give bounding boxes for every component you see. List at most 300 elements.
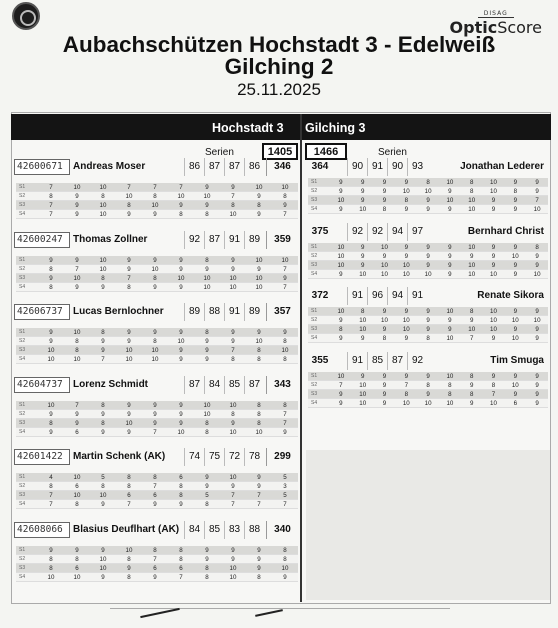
- series-score: 72: [224, 448, 244, 466]
- shot-value: 8: [504, 187, 526, 196]
- series-score: 91: [407, 287, 427, 305]
- series-score: 94: [387, 287, 407, 305]
- shot-value: 10: [374, 243, 396, 252]
- shooter-header: [12, 158, 300, 176]
- home-shooter-block: [12, 158, 300, 230]
- shot-value: 7: [38, 500, 64, 509]
- shot-value: 10: [246, 337, 272, 346]
- shot-value: 9: [395, 252, 417, 261]
- shot-value: 9: [417, 261, 439, 270]
- shooter-total: 359: [266, 231, 298, 249]
- shot-value: 8: [194, 256, 220, 265]
- shot-value: 8: [194, 573, 220, 582]
- shot-value: 9: [439, 252, 461, 261]
- shot-value: 8: [168, 482, 194, 491]
- shooter-name: Tim Smuga: [490, 354, 544, 366]
- home-shooter-block: [12, 231, 300, 303]
- shot-value: 9: [439, 187, 461, 196]
- shot-grid: [16, 401, 298, 437]
- home-shooter-block: [12, 521, 300, 593]
- shot-value: 9: [142, 210, 168, 219]
- series-score: 94: [387, 223, 407, 241]
- shot-value: 9: [38, 410, 64, 419]
- shot-value: 7: [116, 274, 142, 283]
- shot-value: 8: [246, 419, 272, 428]
- shooter-total: 299: [266, 448, 298, 466]
- shot-value: 10: [194, 283, 220, 292]
- series-label: S3: [308, 196, 330, 205]
- shot-value: 9: [90, 410, 116, 419]
- shot-value: 8: [90, 328, 116, 337]
- shot-value: 10: [526, 270, 548, 279]
- shooter-name: Renate Sikora: [477, 290, 544, 301]
- series-score: 87: [387, 352, 407, 370]
- shot-value: 9: [246, 265, 272, 274]
- shot-value: 10: [526, 316, 548, 325]
- shooter-id: 42601422: [14, 449, 70, 465]
- shot-value: 9: [246, 555, 272, 564]
- shot-value: 10: [194, 274, 220, 283]
- shot-value: 8: [374, 205, 396, 214]
- shot-value: 8: [272, 192, 298, 201]
- brand-name: OpticScore: [449, 18, 542, 37]
- shooter-total: 355: [311, 354, 329, 366]
- series-scores: [184, 231, 264, 249]
- shot-value: 9: [483, 334, 505, 343]
- shot-value: 9: [526, 325, 548, 334]
- shot-value: 10: [330, 243, 352, 252]
- shot-value: 7: [142, 482, 168, 491]
- shot-value: 10: [64, 491, 90, 500]
- series-label: S2: [308, 316, 330, 325]
- series-score: 87: [204, 231, 224, 249]
- shooter-header: [305, 158, 550, 176]
- shot-value: 9: [194, 482, 220, 491]
- shot-value: 10: [90, 256, 116, 265]
- shot-value: 10: [220, 573, 246, 582]
- series-scores: [347, 352, 427, 370]
- shot-value: 10: [439, 178, 461, 187]
- shot-value: 9: [168, 328, 194, 337]
- series-score: 90: [387, 158, 407, 176]
- shot-value: 8: [142, 473, 168, 482]
- shot-value: 10: [90, 201, 116, 210]
- shot-value: 9: [461, 316, 483, 325]
- shot-value: 6: [64, 564, 90, 573]
- shot-value: 8: [194, 564, 220, 573]
- shot-value: 10: [330, 307, 352, 316]
- shot-value: 10: [461, 270, 483, 279]
- shot-value: 9: [168, 201, 194, 210]
- shot-value: 9: [116, 410, 142, 419]
- shot-value: 8: [272, 337, 298, 346]
- shot-grid: [308, 372, 548, 408]
- series-score: 85: [204, 521, 224, 539]
- shot-value: 9: [90, 346, 116, 355]
- shot-value: 8: [116, 555, 142, 564]
- shot-value: 10: [352, 270, 374, 279]
- series-label: S2: [16, 337, 38, 346]
- shot-value: 10: [90, 265, 116, 274]
- shot-grid: [16, 546, 298, 582]
- shot-value: 9: [504, 205, 526, 214]
- series-score: 96: [367, 287, 387, 305]
- shot-value: 10: [461, 325, 483, 334]
- shot-value: 10: [246, 274, 272, 283]
- shot-grid: [16, 328, 298, 364]
- shot-value: 7: [64, 401, 90, 410]
- shot-value: 10: [374, 316, 396, 325]
- shot-value: 10: [90, 183, 116, 192]
- shot-value: 9: [483, 252, 505, 261]
- series-score: 91: [224, 231, 244, 249]
- shooter-header: [12, 521, 300, 539]
- shot-grid: [16, 256, 298, 292]
- shot-value: 8: [142, 546, 168, 555]
- shot-value: 9: [246, 192, 272, 201]
- shot-value: 9: [38, 337, 64, 346]
- shot-value: 9: [330, 316, 352, 325]
- shot-value: 9: [439, 325, 461, 334]
- series-scores: [347, 158, 427, 176]
- shot-value: 9: [38, 428, 64, 437]
- shot-value: 9: [417, 252, 439, 261]
- shot-value: 9: [38, 546, 64, 555]
- shot-value: 9: [352, 261, 374, 270]
- shot-value: 10: [90, 555, 116, 564]
- shot-value: 8: [461, 307, 483, 316]
- shot-value: 10: [220, 428, 246, 437]
- shot-value: 8: [272, 546, 298, 555]
- shot-value: 7: [395, 381, 417, 390]
- shot-value: 9: [90, 500, 116, 509]
- series-score: 91: [224, 303, 244, 321]
- shot-value: 9: [417, 205, 439, 214]
- shot-value: 10: [142, 346, 168, 355]
- shot-value: 9: [90, 428, 116, 437]
- shooter-total: 364: [311, 161, 329, 172]
- shot-value: 10: [194, 192, 220, 201]
- shot-value: 9: [272, 573, 298, 582]
- shot-value: 8: [38, 482, 64, 491]
- empty-area: [306, 450, 550, 600]
- shot-value: 8: [272, 555, 298, 564]
- shooter-name: Thomas Zollner: [73, 233, 148, 245]
- shot-value: 10: [483, 316, 505, 325]
- shot-value: 9: [374, 307, 396, 316]
- series-label: S3: [16, 201, 38, 210]
- series-label: S1: [16, 183, 38, 192]
- shot-value: 8: [220, 201, 246, 210]
- series-label: S4: [16, 283, 38, 292]
- shot-value: 8: [417, 178, 439, 187]
- series-label: S3: [16, 564, 38, 573]
- shot-value: 6: [116, 491, 142, 500]
- series-score: 87: [184, 376, 204, 394]
- shot-value: 9: [168, 283, 194, 292]
- shot-value: 9: [504, 261, 526, 270]
- shot-value: 9: [504, 243, 526, 252]
- shot-value: 7: [168, 183, 194, 192]
- shooter-id: 42608066: [14, 522, 70, 538]
- shot-value: 7: [272, 283, 298, 292]
- shot-value: 8: [246, 346, 272, 355]
- shot-value: 8: [90, 482, 116, 491]
- away-serien-label: Serien: [378, 147, 407, 158]
- shot-grid: [308, 307, 548, 343]
- shot-value: 10: [439, 307, 461, 316]
- shot-value: 9: [352, 187, 374, 196]
- shot-value: 10: [461, 196, 483, 205]
- shooter-header: [305, 223, 550, 241]
- shot-value: 10: [352, 399, 374, 408]
- shot-value: 9: [116, 428, 142, 437]
- series-label: S3: [16, 346, 38, 355]
- series-scores: [347, 223, 427, 241]
- shot-value: 7: [220, 346, 246, 355]
- shooter-header: [305, 352, 550, 370]
- series-score: 83: [224, 521, 244, 539]
- shooter-id: 42600247: [14, 232, 70, 248]
- shooter-name: Martin Schenk (AK): [73, 451, 166, 462]
- shot-value: 8: [38, 555, 64, 564]
- shooter-header: [12, 303, 300, 321]
- shot-value: 10: [395, 261, 417, 270]
- shot-value: 9: [330, 390, 352, 399]
- shot-value: 9: [352, 178, 374, 187]
- shot-value: 8: [90, 401, 116, 410]
- shot-value: 7: [142, 555, 168, 564]
- shot-value: 6: [142, 564, 168, 573]
- shot-value: 9: [483, 243, 505, 252]
- series-label: S1: [16, 546, 38, 555]
- shot-value: 10: [64, 355, 90, 364]
- shot-value: 9: [246, 546, 272, 555]
- shot-value: 9: [90, 337, 116, 346]
- series-label: S4: [308, 399, 330, 408]
- shot-value: 9: [352, 334, 374, 343]
- shooter-name: Lorenz Schmidt: [73, 378, 149, 390]
- shot-value: 9: [526, 399, 548, 408]
- home-shooter-block: [12, 376, 300, 448]
- series-label: S1: [16, 473, 38, 482]
- shot-value: 9: [374, 196, 396, 205]
- shot-value: 8: [64, 500, 90, 509]
- shot-value: 10: [417, 187, 439, 196]
- shot-value: 9: [374, 390, 396, 399]
- away-team-total: 1466: [305, 143, 347, 160]
- shot-value: 7: [116, 183, 142, 192]
- shot-value: 7: [38, 491, 64, 500]
- shot-value: 8: [142, 337, 168, 346]
- shot-value: 9: [272, 274, 298, 283]
- shot-value: 9: [194, 265, 220, 274]
- shot-value: 10: [38, 573, 64, 582]
- shot-value: 10: [483, 178, 505, 187]
- series-label: S1: [16, 401, 38, 410]
- shot-value: 10: [116, 192, 142, 201]
- shot-value: 7: [142, 428, 168, 437]
- series-scores: [184, 303, 264, 321]
- shot-value: 9: [417, 196, 439, 205]
- shooter-name: Bernhard Christ: [467, 225, 544, 237]
- series-label: S1: [308, 243, 330, 252]
- shot-value: 9: [64, 283, 90, 292]
- shot-value: 8: [395, 390, 417, 399]
- shot-value: 10: [168, 192, 194, 201]
- shot-value: 9: [142, 410, 168, 419]
- series-score: 84: [204, 376, 224, 394]
- shot-value: 9: [374, 399, 396, 408]
- shot-value: 8: [417, 381, 439, 390]
- series-label: S3: [16, 491, 38, 500]
- series-scores: [184, 158, 264, 176]
- shot-value: 5: [272, 473, 298, 482]
- series-score: 92: [347, 223, 367, 241]
- shot-value: 7: [483, 390, 505, 399]
- shot-value: 10: [38, 346, 64, 355]
- shooter-id: 42600671: [14, 159, 70, 175]
- away-shooter-block: [305, 158, 550, 222]
- shot-value: 9: [116, 265, 142, 274]
- shot-value: 9: [526, 307, 548, 316]
- shot-value: 9: [417, 316, 439, 325]
- home-shooter-block: [12, 303, 300, 375]
- series-score: 91: [347, 287, 367, 305]
- shot-value: 9: [417, 243, 439, 252]
- away-shooter-block: [305, 352, 550, 416]
- series-score: 92: [407, 352, 427, 370]
- shot-value: 3: [272, 482, 298, 491]
- shot-value: 10: [246, 428, 272, 437]
- shot-value: 7: [168, 573, 194, 582]
- series-label: S3: [16, 274, 38, 283]
- shot-value: 8: [246, 573, 272, 582]
- shot-value: 9: [38, 256, 64, 265]
- series-label: S4: [16, 500, 38, 509]
- shot-value: 9: [374, 187, 396, 196]
- shot-value: 9: [395, 372, 417, 381]
- series-label: S1: [308, 372, 330, 381]
- shot-value: 9: [374, 252, 396, 261]
- shot-value: 8: [220, 410, 246, 419]
- shot-value: 7: [220, 500, 246, 509]
- shot-value: 7: [64, 265, 90, 274]
- shooter-name: Lucas Bernlochner: [73, 306, 164, 317]
- shot-value: 9: [330, 205, 352, 214]
- shot-value: 8: [116, 573, 142, 582]
- series-label: S4: [308, 334, 330, 343]
- shot-value: 10: [504, 334, 526, 343]
- shot-value: 10: [483, 187, 505, 196]
- shot-value: 10: [116, 346, 142, 355]
- shot-value: 9: [395, 178, 417, 187]
- shot-value: 10: [64, 573, 90, 582]
- shot-value: 9: [116, 564, 142, 573]
- shot-value: 10: [272, 346, 298, 355]
- shot-value: 9: [330, 334, 352, 343]
- shot-value: 9: [194, 337, 220, 346]
- shot-value: 8: [483, 381, 505, 390]
- shot-value: 10: [352, 325, 374, 334]
- home-serien-label: Serien: [205, 147, 234, 158]
- shot-value: 9: [168, 401, 194, 410]
- series-score: 86: [184, 158, 204, 176]
- shot-value: 8: [38, 192, 64, 201]
- shot-value: 9: [142, 328, 168, 337]
- shot-value: 9: [220, 546, 246, 555]
- shot-value: 9: [194, 346, 220, 355]
- shot-value: 10: [483, 307, 505, 316]
- shooter-total: 343: [266, 376, 298, 394]
- shot-value: 8: [272, 401, 298, 410]
- shot-value: 9: [395, 205, 417, 214]
- shot-value: 9: [142, 419, 168, 428]
- shot-value: 10: [220, 274, 246, 283]
- shot-value: 7: [38, 210, 64, 219]
- shot-value: 10: [330, 252, 352, 261]
- shot-value: 9: [526, 261, 548, 270]
- shot-value: 9: [116, 328, 142, 337]
- shot-grid: [16, 183, 298, 219]
- shooter-total: 340: [266, 521, 298, 539]
- shot-value: 9: [417, 390, 439, 399]
- shot-value: 9: [483, 196, 505, 205]
- shot-value: 8: [439, 390, 461, 399]
- shot-value: 10: [417, 399, 439, 408]
- shot-value: 9: [194, 355, 220, 364]
- series-label: S3: [16, 419, 38, 428]
- series-score: 85: [224, 376, 244, 394]
- shot-value: 7: [526, 196, 548, 205]
- shot-value: 9: [246, 564, 272, 573]
- shot-value: 10: [461, 205, 483, 214]
- shot-value: 10: [272, 564, 298, 573]
- series-score: 90: [347, 158, 367, 176]
- shot-value: 9: [116, 401, 142, 410]
- shot-value: 9: [374, 372, 396, 381]
- home-shooter-block: [12, 448, 300, 520]
- shot-value: 8: [246, 355, 272, 364]
- series-score: 86: [244, 158, 264, 176]
- shot-value: 10: [64, 183, 90, 192]
- shot-value: 9: [246, 210, 272, 219]
- shot-value: 6: [504, 399, 526, 408]
- shot-value: 8: [461, 187, 483, 196]
- shot-value: 7: [461, 334, 483, 343]
- shot-value: 8: [116, 473, 142, 482]
- shot-value: 9: [116, 337, 142, 346]
- shot-value: 9: [483, 372, 505, 381]
- shot-value: 9: [439, 205, 461, 214]
- shot-value: 8: [64, 346, 90, 355]
- shot-value: 9: [142, 573, 168, 582]
- series-score: 89: [244, 303, 264, 321]
- shot-value: 10: [439, 196, 461, 205]
- brand-top: DISAG: [478, 10, 514, 18]
- shot-value: 9: [483, 205, 505, 214]
- shot-value: 9: [194, 201, 220, 210]
- shooter-name: Blasius Deuflhart (AK): [73, 523, 180, 535]
- shot-grid: [16, 473, 298, 509]
- shooter-header: [12, 231, 300, 249]
- shot-value: 9: [168, 500, 194, 509]
- team-divider: [300, 114, 302, 602]
- shot-value: 10: [64, 328, 90, 337]
- shooter-total: 346: [266, 158, 298, 176]
- series-label: S2: [16, 192, 38, 201]
- shot-value: 6: [168, 473, 194, 482]
